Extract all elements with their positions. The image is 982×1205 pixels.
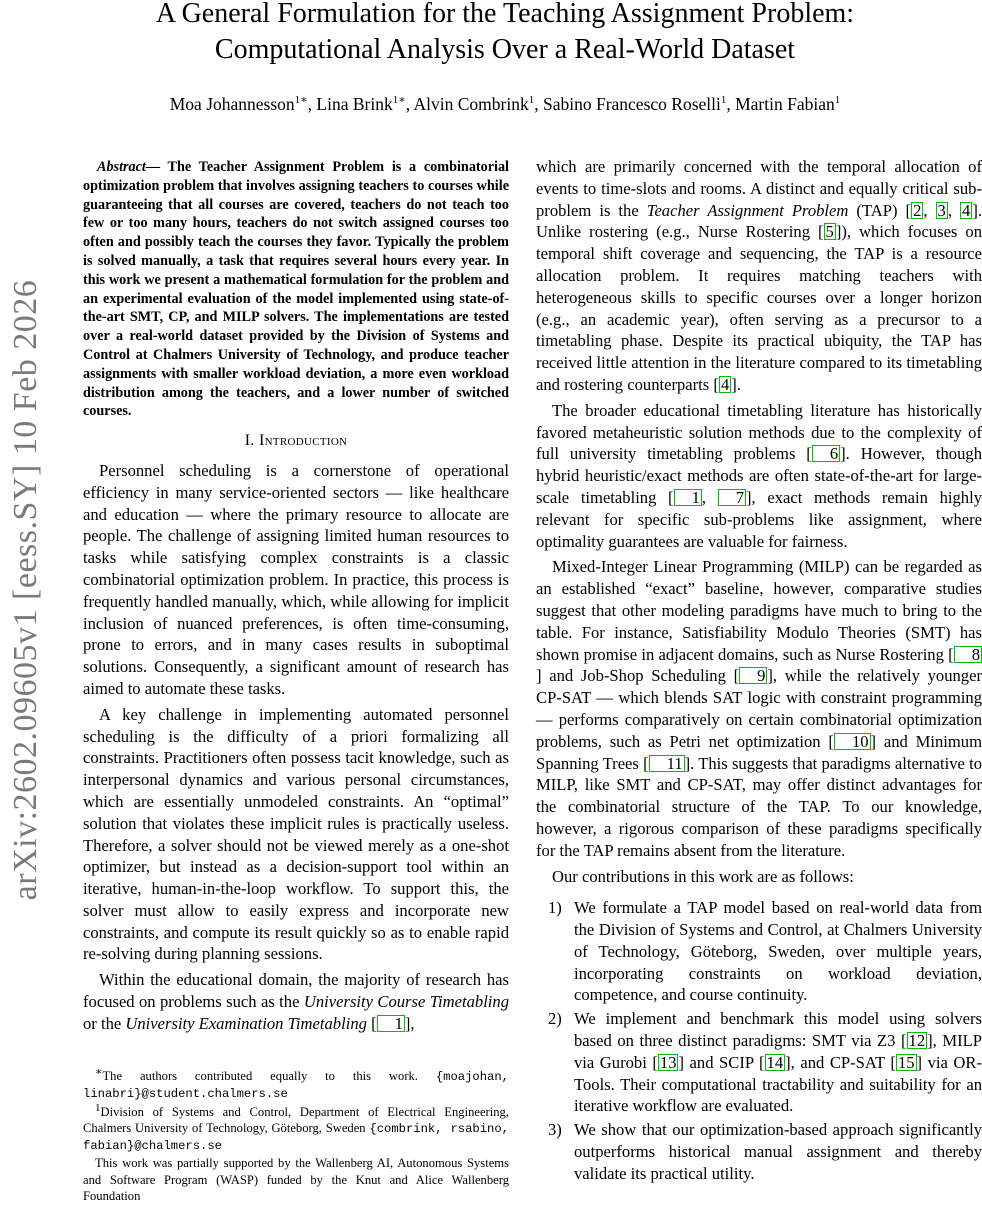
citation-link[interactable]: 7: [718, 489, 746, 506]
intro-paragraph: which are primarily concerned with the temporal allocation of events to time-slots and rooms. A distinct and equally critical sub-problem is the Teacher Assignment Problem (TAP) [ 2 , 3 , 4 ]. Unlike rostering (e.g., Nurse Rostering [ 5 ]), which focuses on temporal shift coverage and sequencing, the TAP is a resource allocation problem. It requires matching teachers with heterogeneous skills to specific courses over a longer horizon (e.g., an academic year), often serving as a precursor to a timetabling phase. Despite its practical ubiquity, the TAP has received little attention in the literature compared to its timetabling and rostering counterparts [ 4 ].: [536, 157, 982, 394]
intro-paragraph: Mixed-Integer Linear Programming (MILP) can be regarded as an established “exact” baseline, however, comparative studies suggest that other modeling paradigms have much to bring to the table. For instance, Satisfiability Modulo Theories (SMT) has shown promise in adjacent domains, such as Nurse Rostering [ 8] and Job-Shop Scheduling [ 9 ], while the relatively younger CP-SAT — which blends SAT logic with constraint programming — performs comparatively on certain combinatorial optimization problems, such as Petri net optimization [ 10 ] and Minimum Spanning Trees [ 11 ]. This suggests that paradigms alternative to MILP, like SMT and CP-SAT, may offer distinct advantages for the combinatorial structure of the TAP. To our knowledge, however, a rigorous comparison of these paradigms specifically for the TAP remains absent from the literature.: [536, 557, 982, 860]
contribution-item: 3) We show that our optimization-based approach significantly outperforms historical manual assignment and thereby validate its practical utility.: [548, 1120, 982, 1183]
email-address[interactable]: {moajohan, linabri}@student.chalmers.se: [83, 1070, 509, 1102]
citation-link[interactable]: 10: [834, 733, 871, 750]
footnote-equal-contribution: ∗The authors contributed equally to this work. {moajohan, linabri}@student.chalmers.se: [83, 1065, 509, 1102]
citation-link[interactable]: 9: [739, 667, 767, 684]
paper-title: [60, 0, 950, 68]
citation-link[interactable]: 11: [649, 755, 685, 772]
citation-link[interactable]: 5: [825, 222, 834, 242]
citation-link[interactable]: 15: [897, 1052, 915, 1072]
citation-link[interactable]: 6: [812, 445, 840, 462]
intro-paragraph: Personnel scheduling is a cornerstone of operational efficiency in many service-oriented sectors — like healthcare and education — where the primary resource to allocate are people. The challenge of assigning limited human resources to tasks while satisfying complex constraints is a classic combinatorial optimization problem. In practice, this process is frequently handled manually, which, while allowing for implicit inclusion of nuanced preferences, is often time-consuming, prone to errors, and in many cases results in suboptimal solutions. Consequently, a significant amount of research has aimed to automate these tasks.: [83, 460, 509, 698]
arxiv-identifier: arXiv:2602.09605v1 [eess.SY] 10 Feb 2026: [7, 279, 44, 901]
left-column: [83, 158, 509, 1039]
footnotes: [83, 1065, 509, 1205]
list-number: 3): [548, 1120, 562, 1140]
arxiv-sidebar-stamp: [4, 0, 48, 1200]
footnote-affiliation: $^1$Division of Systems and Control, Department of Electrical Engineering, Chalmers University of Technology, Göteborg, Sweden {combrink, rsabino, fabian}@chalmers.se: [83, 1101, 509, 1154]
author: Alvin Combrink: [413, 94, 529, 114]
section-number: I.: [244, 432, 255, 450]
citation-link[interactable]: 1: [377, 1015, 405, 1032]
contribution-item: 1) We formulate a TAP model based on real-world data from the Division of Systems and Control, at Chalmers University of Technology, Göteborg, Sweden, over multiple years, incorporating constraints on workload deviation, competence, and course continuity.: [548, 898, 982, 1005]
author-affiliation-mark: 1∗: [294, 94, 308, 107]
citation-link[interactable]: 1: [674, 489, 702, 506]
citation-link[interactable]: 12: [908, 1031, 926, 1051]
contributions-intro: Our contributions in this work are as follows:: [552, 866, 854, 886]
abstract-label: Abstract: [97, 159, 146, 175]
author: Moa Johannesson: [169, 94, 295, 114]
author: Sabino Francesco Roselli: [542, 94, 721, 114]
right-column: [536, 156, 982, 1187]
citation-link[interactable]: 14: [766, 1052, 784, 1072]
email-address[interactable]: {combrink, rsabino, fabian}@chalmers.se: [83, 1121, 509, 1154]
intro-paragraph: A key challenge in implementing automated personnel scheduling is the difficulty of a priori formalizing all constraints. Practitioners often possess tacit knowledge, such as interpersonal dynamics and various personal circumstances, which are essentially unmodeled constraints. An “optimal” solution that violates these implicit rules is practically useless. Therefore, a solver should not be viewed merely as a one-shot optimizer, but instead as a decision-support tool within an iterative, human-in-the-loop workflow. To support this, the solver must allow to easily express and incorporate new constraints, and compute its result quickly so as to enable rapid re-solving during planning sessions.: [83, 704, 509, 964]
section-title: Introduction: [258, 432, 348, 450]
contribution-item: 2) We implement and benchmark this model using solvers based on three distinct paradigms: SMT via Z3 [ 12 ], MILP via Gurobi [ 13 ] and SCIP [ 14 ], and CP-SAT [ 15 ] via OR-Tools. Their computational tractability and suitability for an iterative workflow are evaluated.: [548, 1009, 982, 1116]
title-line-1: A General Formulation for the Teaching Assignment Problem:: [155, 0, 855, 29]
author-affiliation-mark: 1: [834, 94, 841, 107]
list-number: 2): [548, 1009, 562, 1029]
author-affiliation-mark: 1: [720, 94, 727, 107]
contributions-list: [536, 897, 982, 1184]
citation-link[interactable]: 4: [962, 200, 971, 220]
citation-link[interactable]: 13: [659, 1052, 677, 1072]
abstract: [83, 158, 509, 421]
author: Martin Fabian: [735, 94, 835, 114]
author-list: Moa Johannesson$^{1∗}$, Lina Brink$^{1∗}$, Alvin Combrink$^1$, Sabino Francesco Roselli$^1$, Martin Fabian$^1$: [169, 94, 841, 114]
citation-link[interactable]: 4: [720, 374, 730, 394]
citation-link[interactable]: 8: [954, 646, 982, 663]
list-number: 1): [548, 898, 562, 918]
citation-link[interactable]: 2: [913, 200, 922, 220]
intro-paragraph: The broader educational timetabling literature has historically favored metaheuristic solution methods due to the complexity of full university timetabling problems [ 6 ]. However, though hybrid heuristic/exact methods are often state-of-the-art for large-scale timetabling [ 1 , 7 ], exact methods remain highly relevant for specific sub-problems like assignment, where optimality guarantees are valuable for fairness.: [536, 400, 982, 551]
citation-link[interactable]: 3: [937, 200, 946, 220]
author: Lina Brink: [316, 94, 393, 114]
footnote-funding: This work was partially supported by the Wallenberg AI, Autonomous Systems and Software Program (WASP) funded by the Knut and Alice Wallenberg Foundation: [83, 1156, 509, 1204]
section-heading-introduction: [83, 430, 509, 452]
author-affiliation-mark: 1∗: [392, 94, 406, 107]
intro-paragraph: Within the educational domain, the majority of research has focused on problems such as the University Course Timetabling or the University Examination Timetabling [ 1 ],: [83, 970, 510, 1033]
author-affiliation-mark: 1: [528, 94, 535, 107]
abstract-text: — The Teacher Assignment Problem is a combinatorial optimization problem that involves assigning teachers to courses while guaranteeing that all courses are covered, teachers do not teach too few or too many hours, teachers do not switch assigned courses too often and possibly teach the courses they favor. Typically the problem is solved manually, a task that requires several hours every year. In this work we present a mathematical formulation for the problem and an experimental evaluation of the model implemented using state-of-the-art SMT, CP, and MILP solvers. The implementations are tested over a real-world dataset provided by the Division of Systems and Control at Chalmers University of Technology, and produce teacher assignments with smaller workload deviation, a more even workload distribution among the teachers, and a lower number of switched courses.: [83, 159, 509, 420]
title-line-2: Computational Analysis Over a Real-World Dataset: [214, 34, 796, 65]
